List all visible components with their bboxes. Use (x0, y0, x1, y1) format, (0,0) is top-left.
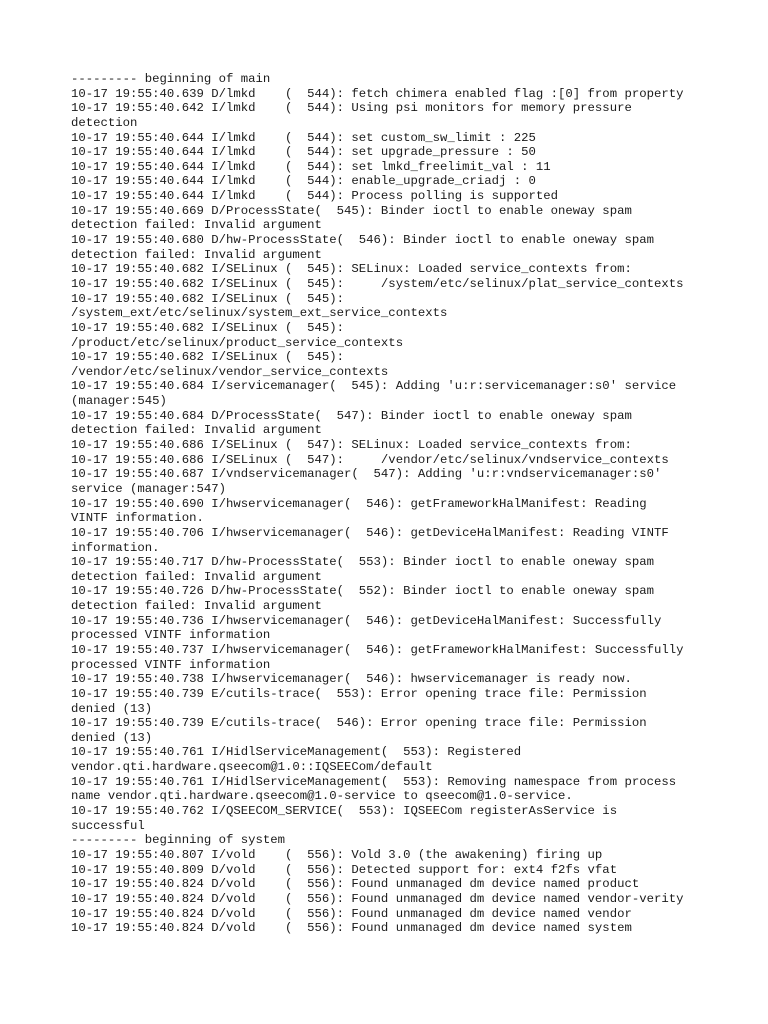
log-document (71, 72, 731, 936)
log-output (71, 72, 731, 936)
log-line: 10-17 19:55:40.761 I/HidlServiceManagement( 553): Removing namespace from process (71, 774, 677, 789)
log-line: 10-17 19:55:40.824 D/vold ( 556): Found unmanaged dm device named vendor (71, 906, 632, 921)
log-line: detection failed: Invalid argument (71, 247, 322, 262)
log-line: 10-17 19:55:40.738 I/hwservicemanager( 546): hwservicemanager is ready now. (71, 672, 632, 687)
log-line: 10-17 19:55:40.682 I/SELinux ( 545): (71, 291, 345, 306)
log-line: 10-17 19:55:40.682 I/SELinux ( 545): (71, 350, 345, 365)
log-line: 10-17 19:55:40.682 I/SELinux ( 545): /system/etc/selinux/plat_service_contexts (71, 276, 684, 291)
log-line: 10-17 19:55:40.684 I/servicemanager( 545): Adding 'u:r:servicemanager:s0' service (71, 379, 677, 394)
log-line: 10-17 19:55:40.644 I/lmkd ( 544): Process polling is supported (71, 189, 559, 204)
log-line: 10-17 19:55:40.687 I/vndservicemanager( 547): Adding 'u:r:vndservicemanager:s0' (71, 467, 662, 482)
log-line: information. (71, 540, 160, 555)
log-line: 10-17 19:55:40.644 I/lmkd ( 544): set lmkd_freelimit_val : 11 (71, 159, 551, 174)
log-line: 10-17 19:55:40.726 D/hw-ProcessState( 552): Binder ioctl to enable oneway spam (71, 584, 654, 599)
log-line: 10-17 19:55:40.639 D/lmkd ( 544): fetch chimera enabled flag :[0] from property (71, 86, 684, 101)
log-line: 10-17 19:55:40.680 D/hw-ProcessState( 546): Binder ioctl to enable oneway spam (71, 233, 654, 248)
log-line: 10-17 19:55:40.824 D/vold ( 556): Found unmanaged dm device named product (71, 877, 640, 892)
log-line: 10-17 19:55:40.824 D/vold ( 556): Found unmanaged dm device named vendor-verity (71, 891, 684, 906)
log-line: 10-17 19:55:40.717 D/hw-ProcessState( 553): Binder ioctl to enable oneway spam (71, 555, 654, 570)
log-line: denied (13) (71, 730, 153, 745)
log-line: service (manager:547) (71, 481, 226, 496)
log-line: denied (13) (71, 701, 153, 716)
log-line: detection failed: Invalid argument (71, 569, 322, 584)
log-line: 10-17 19:55:40.682 I/SELinux ( 545): SELinux: Loaded service_contexts from: (71, 262, 632, 277)
log-line: vendor.qti.hardware.qseecom@1.0::IQSEECom/default (71, 760, 433, 775)
log-line: 10-17 19:55:40.669 D/ProcessState( 545): Binder ioctl to enable oneway spam (71, 203, 632, 218)
log-line: 10-17 19:55:40.644 I/lmkd ( 544): set upgrade_pressure : 50 (71, 145, 536, 160)
log-line: --------- beginning of system (71, 833, 286, 848)
log-line: detection failed: Invalid argument (71, 423, 322, 438)
log-line: detection failed: Invalid argument (71, 599, 322, 614)
log-line: processed VINTF information (71, 657, 271, 672)
log-line: detection failed: Invalid argument (71, 218, 322, 233)
log-line: 10-17 19:55:40.644 I/lmkd ( 544): set custom_sw_limit : 225 (71, 130, 536, 145)
log-line: name vendor.qti.hardware.qseecom@1.0-service to qseecom@1.0-service. (71, 789, 573, 804)
log-line: (manager:545) (71, 394, 167, 409)
log-line: 10-17 19:55:40.824 D/vold ( 556): Found unmanaged dm device named system (71, 921, 632, 936)
log-line: 10-17 19:55:40.644 I/lmkd ( 544): enable_upgrade_criadj : 0 (71, 174, 536, 189)
log-line: 10-17 19:55:40.642 I/lmkd ( 544): Using psi monitors for memory pressure (71, 101, 632, 116)
log-line: 10-17 19:55:40.809 D/vold ( 556): Detected support for: ext4 f2fs vfat (71, 862, 618, 877)
log-line: 10-17 19:55:40.706 I/hwservicemanager( 546): getDeviceHalManifest: Reading VINTF (71, 525, 669, 540)
log-line: VINTF information. (71, 511, 204, 526)
log-line: 10-17 19:55:40.761 I/HidlServiceManagement( 553): Registered (71, 745, 522, 760)
log-line: 10-17 19:55:40.686 I/SELinux ( 547): SELinux: Loaded service_contexts from: (71, 438, 632, 453)
log-line: 10-17 19:55:40.739 E/cutils-trace( 553): Error opening trace file: Permission (71, 686, 647, 701)
log-line: processed VINTF information (71, 628, 271, 643)
log-line: /system_ext/etc/selinux/system_ext_service_contexts (71, 306, 448, 321)
log-line: 10-17 19:55:40.682 I/SELinux ( 545): (71, 320, 345, 335)
log-line: /product/etc/selinux/product_service_contexts (71, 335, 404, 350)
log-line: 10-17 19:55:40.762 I/QSEECOM_SERVICE( 553): IQSEECom registerAsService is (71, 804, 618, 819)
log-line: 10-17 19:55:40.684 D/ProcessState( 547): Binder ioctl to enable oneway spam (71, 408, 632, 423)
log-line: /vendor/etc/selinux/vendor_service_contexts (71, 364, 389, 379)
log-line: --------- beginning of main (71, 72, 271, 86)
log-line: successful (71, 818, 145, 833)
log-line: 10-17 19:55:40.807 I/vold ( 556): Vold 3.0 (the awakening) firing up (71, 847, 603, 862)
log-line: 10-17 19:55:40.739 E/cutils-trace( 546): Error opening trace file: Permission (71, 716, 647, 731)
log-line: 10-17 19:55:40.737 I/hwservicemanager( 546): getFrameworkHalManifest: Successfully (71, 642, 684, 657)
log-line: 10-17 19:55:40.736 I/hwservicemanager( 546): getDeviceHalManifest: Successfully (71, 613, 662, 628)
log-line: 10-17 19:55:40.686 I/SELinux ( 547): /vendor/etc/selinux/vndservice_contexts (71, 452, 669, 467)
log-line: detection (71, 115, 138, 130)
log-line: 10-17 19:55:40.690 I/hwservicemanager( 546): getFrameworkHalManifest: Reading (71, 496, 647, 511)
